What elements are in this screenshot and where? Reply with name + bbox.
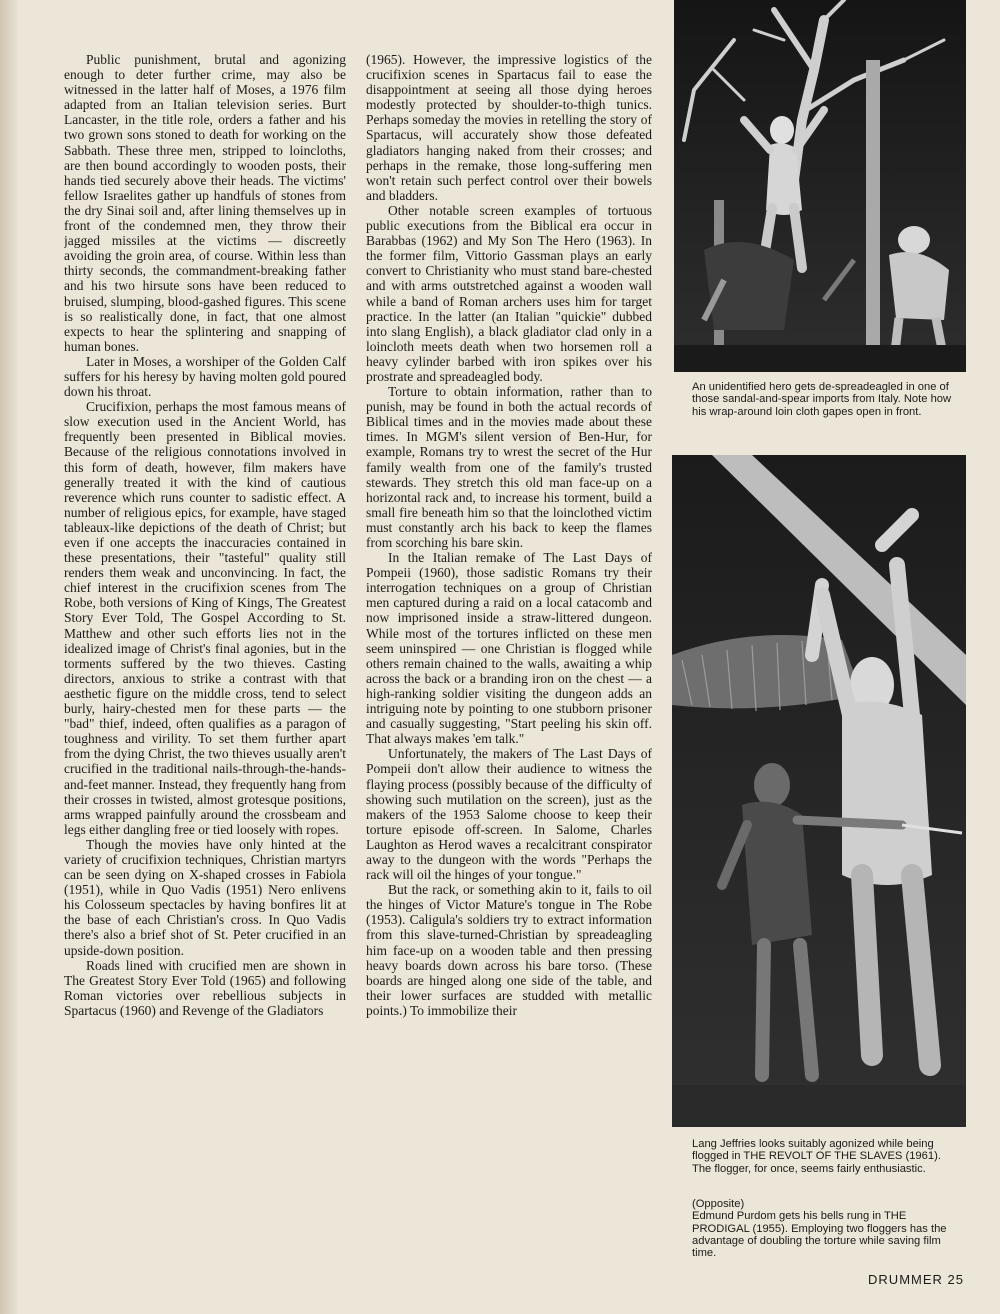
photo-crucifixion-scene: [674, 0, 966, 372]
photo-crucifixion-image: [674, 0, 966, 372]
paragraph: Public punishment, brutal and agonizing enough to deter further crime, may also be witnessed in the latter half of Moses, a 1976 film adapted from an Italian television series. Burt Lancaster, in the title role, orders a father and his two grown sons stoned to death for working on the Sabbath. These three men, stripped to loincloths, are then bound accordingly to wooden posts, their hands tied securely above their heads. The victims' fellow Israelites gather up handfuls of stones from the dry Sinai soil and, after lining themselves up in front of the condemned men, they throw their jagged missiles at the victims — discreetly avoiding the groin area, of course. Within less than thirty seconds, the commandment-breaking father and his two hirsute sons have been reduced to bruised, slumping, blood-gashed figures. This scene is so realistically done, in fact, that one almost expects to hear the splintering and snapping of human bones.: [64, 52, 346, 354]
paragraph: But the rack, or something akin to it, fails to oil the hinges of Victor Mature's tongue in The Robe (1953). Caligula's soldiers try to extract information from this slave-turned-Christian by spreadeagling him face-up on a wooden table and then pressing heavy boards down across his bare torso. (These boards are hinged along one side of the table, and their lower surfaces are studded with metallic points.) To immobilize their: [366, 882, 652, 1018]
article-column-1: [64, 52, 346, 1264]
paragraph: Torture to obtain information, rather than to punish, may be found in both the actual records of Biblical times and in the movies made about these times. In MGM's silent version of Ben-Hur, for example, Romans try to wrest the secret of the Hur family wealth from one of the family's trusted stewards. They stretch this old man face-up on a horizontal rack and, to increase his torment, build a small fire beneath him so that the loinclothed victim must constantly arch his back to keep the flames from scorching his bare skin.: [366, 384, 652, 550]
photo-caption-opposite: [692, 1198, 960, 1259]
paragraph: Though the movies have only hinted at the variety of crucifixion techniques, Christian martyrs can be seen dying on X-shaped crosses in Fabiola (1951), while in Quo Vadis (1951) Nero enlivens his Colosseum spectacles by having bonfires lit at the base of each Christian's cross. In Quo Vadis there's also a brief shot of St. Peter crucified in an upside-down position.: [64, 836, 346, 958]
page-binding-edge: [0, 0, 18, 1314]
page-folio: DRUMMER 25: [868, 1272, 964, 1287]
photo-flogging-image: [672, 455, 966, 1127]
paragraph: Roads lined with crucified men are shown in The Greatest Story Ever Told (1965) and following Roman victories over rebellious subjects in Spartacus (1960) and Revenge of the Gladiators: [64, 957, 346, 1018]
photo-flogging-scene: [672, 455, 966, 1127]
paragraph: Unfortunately, the makers of The Last Days of Pompeii don't allow their audience to witness the flaying process (possibly because of the difficulty of showing such mutilation on the screen), just as the makers of the 1953 Salome choose to keep their torture episode off-screen. In Salome, Charles Laughton as Herod waves a recalcitrant conspirator away to the dungeon with the words "Perhaps the rack will oil the hinges of your tongue.": [366, 746, 652, 883]
paragraph: In the Italian remake of The Last Days of Pompeii (1960), those sadistic Romans try their interrogation techniques on a group of Christian men captured during a raid on a local catacomb and now imprisoned inside a straw-littered dungeon. While most of the tortures inflicted on these men seem uninspired — one Christian is flogged while others remain chained to the walls, awaiting a whip across the back or a branding iron on the chest — a high-ranking soldier visiting the dungeon adds an intriguing note by pointing to one stubborn prisoner and casually suggesting, "Start peeling his skin off. That always makes 'em talk.": [366, 550, 652, 747]
opposite-label: (Opposite): [692, 1198, 745, 1210]
photo-caption-2: Lang Jeffries looks suitably agonized while being flogged in THE REVOLT OF THE SLAVES (1961). The flogger, for once, seems fairly enthusiastic.: [692, 1138, 941, 1175]
article-column-2: [366, 52, 652, 1264]
paragraph: (1965). However, the impressive logistics of the crucifixion scenes in Spartacus fail to ease the disappointment at seeing all those dying heroes modestly protected by shoulder-to-thigh tunics. Perhaps someday the movies in retelling the story of Spartacus, will accurately show those defeated gladiators hanging naked from their crosses; and perhaps in the remake, those long-suffering men won't retain such perfect control over their bowels and bladders.: [366, 52, 652, 203]
paragraph: Later in Moses, a worshiper of the Golden Calf suffers for his heresy by having molten gold poured down his throat.: [64, 353, 346, 400]
photo-caption-1: An unidentified hero gets de-spreadeagled in one of those sandal-and-spear imports from Italy. Note how his wrap-around loin cloth gapes open in front.: [692, 381, 952, 418]
paragraph: Other notable screen examples of tortuous public executions from the Biblical era occur in Barabbas (1962) and My Son The Hero (1963). In the former film, Vittorio Gassman plays an early convert to Christianity who must stand bare-chested and with arms outstretched against a wooden wall while a band of Roman archers uses him for target practice. In the latter (an Italian "quickie" dubbed into slang English), a black gladiator clad only in a loincloth meets death when two horsemen roll a heavy cylinder barbed with iron spikes over his prostrate and spreadeagled body.: [366, 202, 652, 384]
paragraph: Crucifixion, perhaps the most famous means of slow execution used in the Ancient World, has frequently been presented in Biblical movies. Because of the religious connotations involved in this form of death, however, film makers have generally treated it with the kind of cautious reverence which runs counter to sadistic effect. A number of religious epics, for example, have staged tableaux-like depictions of the death of Christ; but even if one accepts the inaccuracies contained in these presentations, their "tasteful" quality still renders them weak and unconvincing. In fact, the chief interest in the crucifixion scenes from The Robe, both versions of King of Kings, The Greatest Story Ever Told, The Gospel According to St. Matthew and other such efforts lies not in the idealized image of Christ's final agonies, but in the torments suffered by the two thieves. Casting directors, anxious to strike a contrast with that aesthetic figure on the middle cross, tend to select burly, hairy-chested men for these parts — the "bad" thief, indeed, often qualifies as a paragon of toughness and virility. To set them further apart from the dying Christ, the two thieves usually aren't crucified in the traditional nails-through-the-hands-and-feet manner. Instead, they frequently hang from their crosses in twisted, almost grotesque positions, arms wrapped painfully around the crossbeam and legs either dangling free or tied loosely with ropes.: [64, 399, 346, 837]
opposite-caption-text: Edmund Purdom gets his bells rung in THE PRODIGAL (1955). Employing two floggers has the advantage of doubling the torture while saving film time.: [692, 1210, 947, 1260]
